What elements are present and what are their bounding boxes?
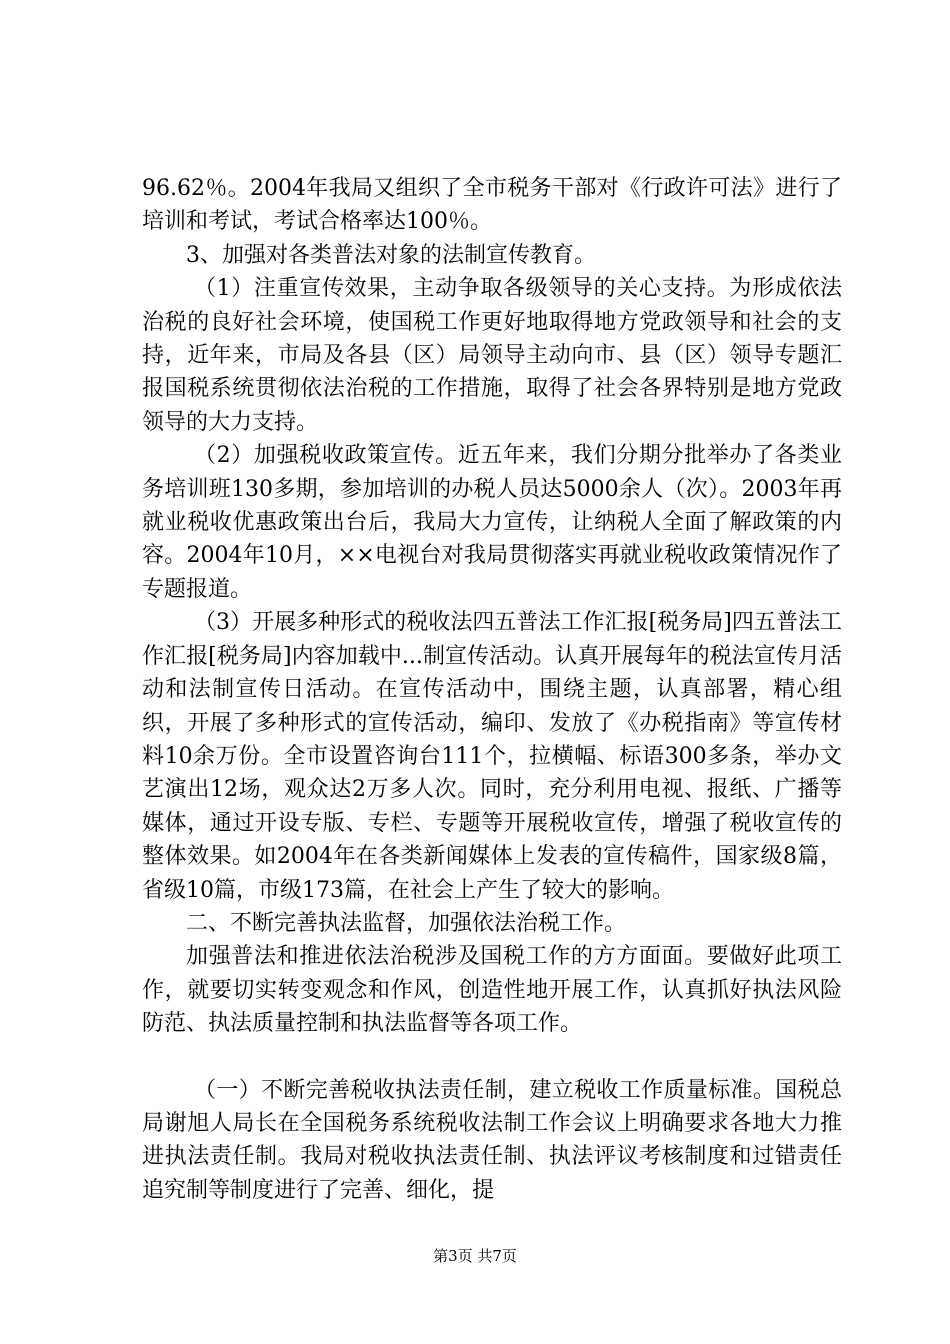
paragraph-continuation: 96.62％。2004年我局又组织了全市税务干部对《行政许可法》进行了培训和考试，考试合格率达100％。 — [142, 176, 842, 235]
paragraph-item-3: （3）开展多种形式的税收法四五普法工作汇报[税务局]四五普法工作汇报[税务局]内容加载中...制宣传活动。认真开展每年的税法宣传月活动和法制宣传日活动。在宣传活动中，围绕主题，认真部署，精心组织，开展了多种形式的宣传活动，编印、发放了《办税指南》等宣传材料10余万份。全市设置咨询台111个，拉横幅、标语300多条，举办文艺演出12场，观众达2万多人次。同时，充分利用电视、报纸、广播等媒体，通过开设专版、专栏、专题等开展税收宣传，增强了税收宣传的整体效果。如2004年在各类新闻媒体上发表的宣传稿件，国家级8篇，省级10篇，市级173篇，在社会上产生了较大的影响。 — [142, 610, 842, 903]
paragraph-subsection-1: （一）不断完善税收执法责任制，建立税收工作质量标准。国税总局谢旭人局长在全国税务系统税收法制工作会议上明确要求各地大力推进执法责任制。我局对税收执法责任制、执法评议考核制度和过错责任追究制等制度进行了完善、细化，提 — [142, 1077, 842, 1203]
paragraph-section-3-heading: 3、加强对各类普法对象的法制宣传教育。 — [186, 242, 596, 268]
document-body — [142, 172, 842, 1207]
paragraph-spacer — [142, 1041, 842, 1074]
paragraph-section-2-intro: 加强普法和推进依法治税涉及国税工作的方方面面。要做好此项工作，就要切实转变观念和作风，创造性地开展工作，认真抓好执法风险防范、执法质量控制和执法监督等各项工作。 — [142, 944, 842, 1037]
paragraph-item-1: （1）注重宣传效果，主动争取各级领导的关心支持。为形成依法治税的良好社会环境，使国税工作更好地取得地方党政领导和社会的支持，近年来，市局及各县（区）局领导主动向市、县（区）领导专题汇报国税系统贯彻依法治税的工作措施，取得了社会各界特别是地方党政领导的大力支持。 — [142, 276, 842, 435]
section-heading-2: 二、不断完善执法监督，加强依法治税工作。 — [186, 910, 627, 936]
page-footer: 第3页 共7页 — [433, 1247, 517, 1265]
paragraph-item-2: （2）加强税收政策宣传。近五年来，我们分期分批举办了各类业务培训班130多期，参加培训的办税人员达5000余人（次）。2003年再就业税收优惠政策出台后，我局大力宣传，让纳税人全面了解政策的内容。2004年10月，××电视台对我局贯彻落实再就业税收政策情况作了专题报道。 — [142, 443, 842, 602]
